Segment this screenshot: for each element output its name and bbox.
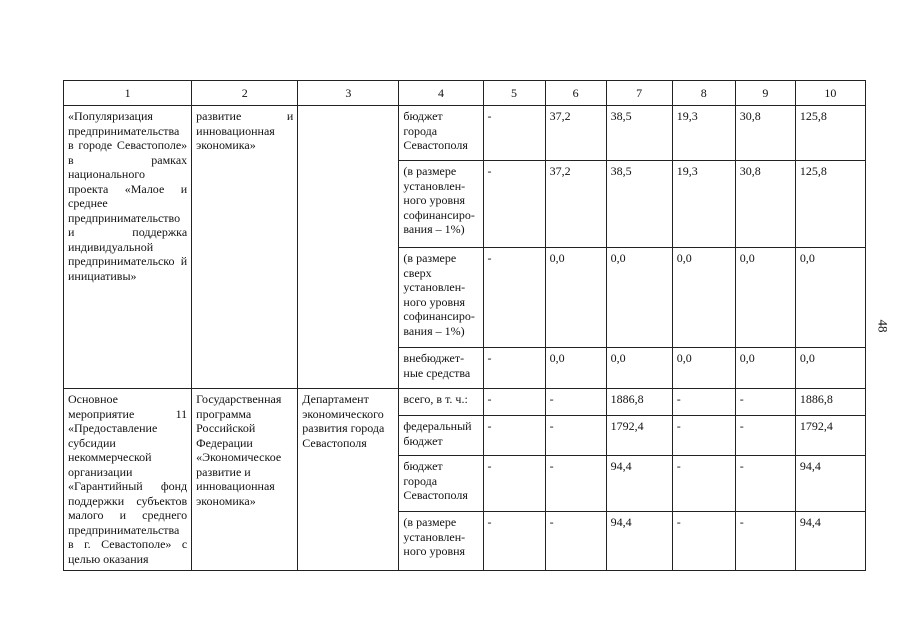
column-header: 1 — [64, 81, 192, 106]
value-cell: 0,0 — [735, 248, 795, 348]
value-cell: 0,0 — [672, 348, 735, 389]
value-cell: - — [672, 456, 735, 512]
program-cell: Государственная программа Российской Федерации «Экономическое развитие и инновационная экономика» — [192, 389, 298, 571]
funding-source-cell: федеральный бюджет — [399, 416, 483, 456]
value-cell: - — [735, 456, 795, 512]
value-cell: - — [483, 456, 545, 512]
value-cell: - — [483, 348, 545, 389]
column-header: 2 — [192, 81, 298, 106]
value-cell: - — [545, 416, 606, 456]
value-cell: 0,0 — [735, 348, 795, 389]
funding-source-cell: (в размере установлен-ного уровня софинансиро-вания – 1%) — [399, 161, 483, 248]
value-cell: 0,0 — [606, 248, 672, 348]
value-cell: - — [483, 389, 545, 416]
value-cell: - — [735, 389, 795, 416]
funding-source-cell: (в размере установлен-ного уровня — [399, 512, 483, 571]
value-cell: - — [545, 456, 606, 512]
value-cell: 0,0 — [795, 248, 865, 348]
value-cell: - — [735, 416, 795, 456]
table-row — [64, 106, 866, 161]
value-cell: - — [483, 416, 545, 456]
value-cell: 38,5 — [606, 161, 672, 248]
value-cell: 94,4 — [606, 512, 672, 571]
column-header: 7 — [606, 81, 672, 106]
column-number-row — [64, 81, 866, 106]
funding-source-cell: (в размере сверх установлен-ного уровня софинансиро-вания – 1%) — [399, 248, 483, 348]
funding-source-cell: внебюджет-ные средства — [399, 348, 483, 389]
funding-source-cell: бюджет города Севастополя — [399, 106, 483, 161]
value-cell: 30,8 — [735, 161, 795, 248]
value-cell: 30,8 — [735, 106, 795, 161]
value-cell: 0,0 — [795, 348, 865, 389]
value-cell: 37,2 — [545, 161, 606, 248]
value-cell: 1886,8 — [606, 389, 672, 416]
value-cell: 125,8 — [795, 161, 865, 248]
value-cell: - — [672, 416, 735, 456]
value-cell: 1792,4 — [795, 416, 865, 456]
executor-cell — [298, 106, 399, 389]
value-cell: - — [545, 512, 606, 571]
column-header: 5 — [483, 81, 545, 106]
column-header: 9 — [735, 81, 795, 106]
value-cell: 0,0 — [606, 348, 672, 389]
value-cell: - — [735, 512, 795, 571]
value-cell: 38,5 — [606, 106, 672, 161]
value-cell: 94,4 — [795, 512, 865, 571]
value-cell: - — [672, 389, 735, 416]
value-cell: 94,4 — [606, 456, 672, 512]
funding-source-cell: бюджет города Севастополя — [399, 456, 483, 512]
value-cell: 0,0 — [545, 248, 606, 348]
executor-cell: Департамент экономического развития города Севастополя — [298, 389, 399, 571]
column-header: 4 — [399, 81, 483, 106]
value-cell: 0,0 — [545, 348, 606, 389]
program-cell: развитие и инновационная экономика» — [192, 106, 298, 389]
value-cell: 37,2 — [545, 106, 606, 161]
measure-name-cell: Основное мероприятие 11 «Предоставление субсидии некоммерческой организации «Гарантийный фонд поддержки субъектов малого и среднего предпринимательства в г. Севастополе» с целью оказания — [64, 389, 192, 571]
column-header: 10 — [795, 81, 865, 106]
measure-name-cell: «Популяризация предпринимательства в городе Севастополе» в рамках национального проекта «Малое и среднее предпринимательство и поддержка индивидуальной предпринимательско й инициативы» — [64, 106, 192, 389]
funding-source-cell: всего, в т. ч.: — [399, 389, 483, 416]
column-header: 6 — [545, 81, 606, 106]
value-cell: 1792,4 — [606, 416, 672, 456]
value-cell: 19,3 — [672, 106, 735, 161]
column-header: 3 — [298, 81, 399, 106]
value-cell: - — [483, 512, 545, 571]
table-row — [64, 389, 866, 416]
value-cell: - — [672, 512, 735, 571]
value-cell: 19,3 — [672, 161, 735, 248]
value-cell: - — [545, 389, 606, 416]
value-cell: - — [483, 106, 545, 161]
value-cell: - — [483, 161, 545, 248]
value-cell: 0,0 — [672, 248, 735, 348]
value-cell: 125,8 — [795, 106, 865, 161]
column-header: 8 — [672, 81, 735, 106]
budget-table — [63, 80, 866, 571]
value-cell: 1886,8 — [795, 389, 865, 416]
value-cell: - — [483, 248, 545, 348]
page-number: 48 — [875, 319, 891, 333]
value-cell: 94,4 — [795, 456, 865, 512]
